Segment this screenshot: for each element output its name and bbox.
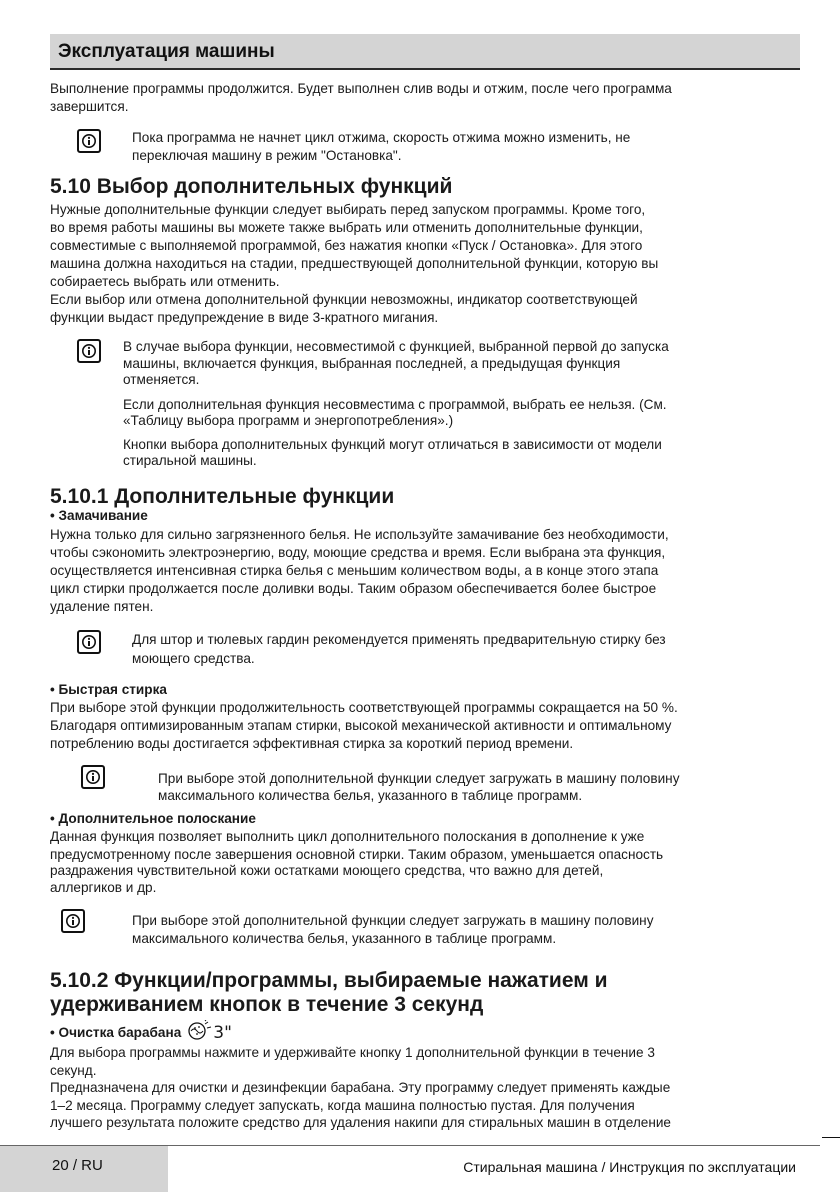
info-icon — [77, 129, 101, 153]
body-line: Данная функция позволяет выполнить цикл дополнительного полоскания в дополнение к уже — [50, 829, 645, 844]
body-line: во время работы машины вы можете также выбрать или отменить дополнительные функции, — [50, 220, 643, 235]
body-line: Если выбор или отмена дополнительной функции невозможны, индикатор соответствующей — [50, 292, 638, 307]
note-line: максимального количества белья, указанного в таблице программ. — [132, 931, 557, 946]
drum-clean-heading-row — [50, 1022, 232, 1044]
section-title-5-10: 5.10 Выбор дополнительных функций — [50, 175, 453, 198]
body-line: функции выдаст предупреждение в виде 3-кратного мигания. — [50, 310, 439, 325]
page-corner-mark — [822, 1137, 840, 1138]
note-line: стиральной машины. — [123, 453, 257, 468]
note-line: При выборе этой дополнительной функции следует загружать в машину половину — [158, 771, 680, 786]
section-header-title: Эксплуатация машины — [58, 41, 275, 62]
subheading-extra-rinse: • Дополнительное полоскание — [50, 811, 256, 826]
note-line: Для штор и тюлевых гардин рекомендуется применять предварительную стирку без — [132, 632, 666, 647]
body-line: машина должна находиться на стадии, предшествующей дополнительной функции, которую вы — [50, 256, 659, 271]
intro-line: Выполнение программы продолжится. Будет выполнен слив воды и отжим, после чего программа — [50, 81, 672, 96]
body-line: Для выбора программы нажмите и удерживайте кнопку 1 дополнительной функции в течение 3 — [50, 1045, 655, 1060]
note-line: машины, включается функция, выбранная последней, а предыдущая функция — [123, 356, 621, 371]
note-line: моющего средства. — [132, 651, 255, 666]
body-line: Предназначена для очистки и дезинфекции барабана. Эту программу следует применять каждые — [50, 1080, 671, 1095]
info-icon — [77, 630, 101, 654]
note-line: Кнопки выбора дополнительных функций могут отличаться в зависимости от модели — [123, 437, 662, 452]
section-header — [50, 34, 800, 70]
note-line: «Таблицу выбора программ и энергопотребления».) — [123, 413, 454, 428]
body-line: Нужна только для сильно загрязненного белья. Не используйте замачивание без необходимости, — [50, 527, 669, 542]
body-line: чтобы сэкономить электроэнергию, воду, моющие средства и время. Если выбрана эта функция, — [50, 545, 666, 560]
intro-line: завершится. — [50, 99, 129, 114]
body-line: Благодаря оптимизированным этапам стирки, высокой механической активности и оптимальному — [50, 718, 672, 733]
body-line: осуществляется интенсивная стирка белья с меньшим количеством воды, а в конце этого этапа — [50, 563, 659, 578]
drum-clean-duration: 3" — [213, 1023, 232, 1043]
body-line: 1–2 месяца. Программу следует запускать, когда машина полностью пустая. Для получения — [50, 1098, 635, 1113]
note-line: При выборе этой дополнительной функции следует загружать в машину половину — [132, 913, 654, 928]
note-line: В случае выбора функции, несовместимой с функцией, выбранной первой до запуска — [123, 339, 669, 354]
page-number: 20 / RU — [52, 1157, 103, 1174]
body-line: При выборе этой функции продолжительность соответствующей программы сокращается на 50 %. — [50, 700, 678, 715]
body-line: Нужные дополнительные функции следует выбирать перед запуском программы. Кроме того, — [50, 202, 646, 217]
note-line: отменяется. — [123, 372, 200, 387]
note-line: Пока программа не начнет цикл отжима, скорость отжима можно изменить, не — [132, 130, 631, 145]
section-title-5-10-2-cont: удерживанием кнопок в течение 3 секунд — [50, 993, 484, 1016]
body-line: раздражения чувствительной кожи остатками моющего средства, что важно для детей, — [50, 863, 604, 878]
subheading-quick-wash: • Быстрая стирка — [50, 682, 167, 697]
info-icon — [77, 339, 101, 363]
subheading-drum-clean: • Очистка барабана — [50, 1025, 182, 1040]
body-line: собираетесь выбрать или отменить. — [50, 274, 280, 289]
body-line: аллергиков и др. — [50, 880, 157, 895]
body-line: секунд. — [50, 1063, 97, 1078]
body-line: лучшего результата положите средство для удаления накипи для стиральных машин в отделение — [50, 1115, 671, 1130]
subheading-soak: • Замачивание — [50, 508, 148, 523]
body-line: удаление пятен. — [50, 599, 154, 614]
body-line: предусмотренному после завершения основной стирки. Таким образом, уменьшается опасность — [50, 847, 664, 862]
info-icon — [81, 765, 105, 789]
footer-document-title: Стиральная машина / Инструкция по эксплуатации — [463, 1159, 796, 1175]
info-icon — [61, 909, 85, 933]
body-line: совместимые с выполняемой программой, без нажатия кнопки «Пуск / Остановка». Для этого — [50, 238, 643, 253]
section-title-5-10-1: 5.10.1 Дополнительные функции — [50, 485, 395, 508]
body-line: цикл стирки продолжается после доливки воды. Таким образом обеспечивается более быстрое — [50, 581, 657, 596]
note-line: Если дополнительная функция несовместима с программой, выбрать ее нельзя. (См. — [123, 397, 667, 412]
note-line: максимального количества белья, указанного в таблице программ. — [158, 788, 583, 803]
note-line: переключая машину в режим "Остановка". — [132, 148, 402, 163]
body-line: потреблению воды достигается эффективная стирка за короткий период времени. — [50, 736, 574, 751]
section-title-5-10-2: 5.10.2 Функции/программы, выбираемые нажатием и — [50, 969, 608, 992]
